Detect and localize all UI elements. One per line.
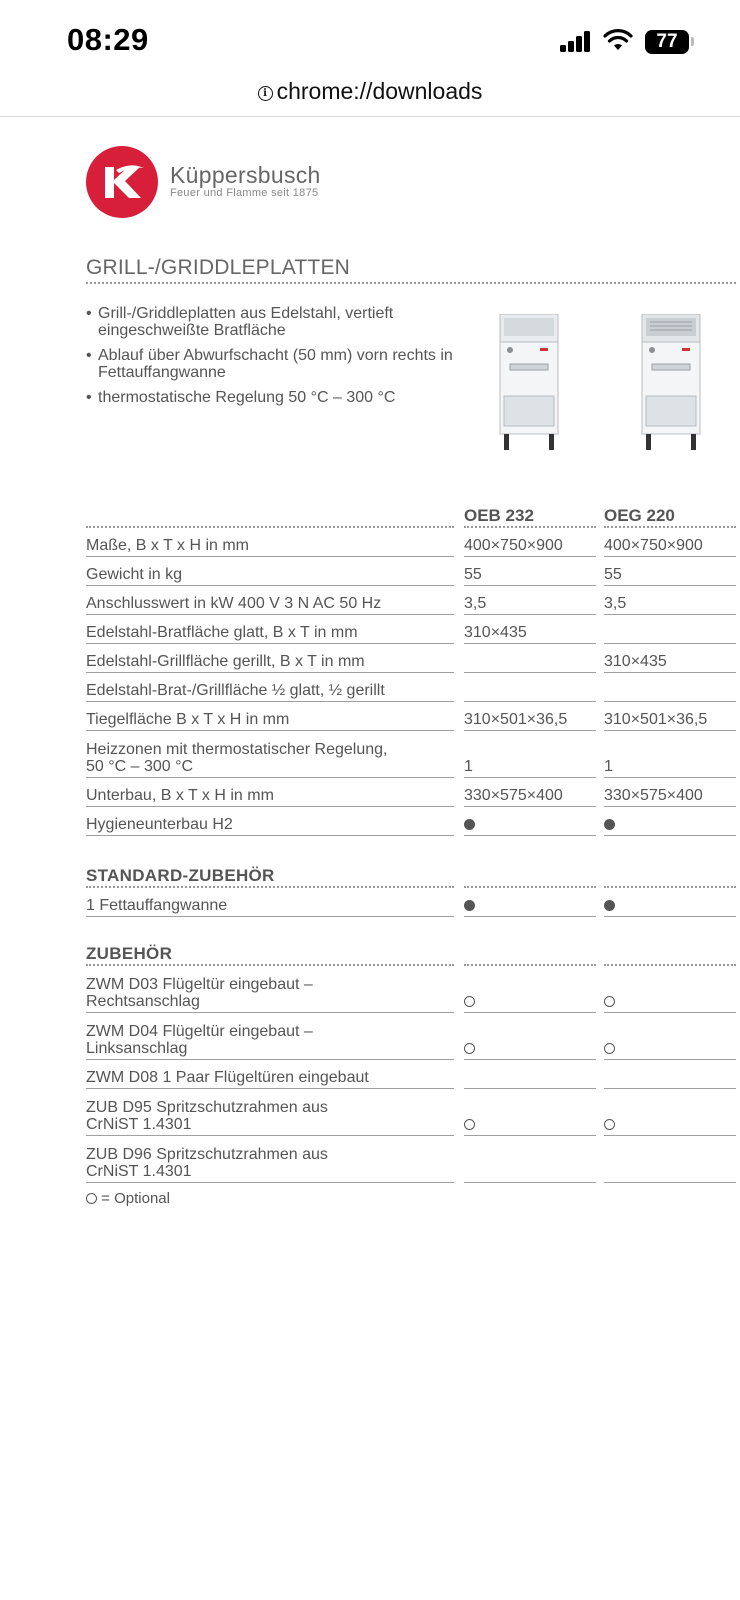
brand-tagline: Feuer und Flamme seit 1875 <box>170 187 319 199</box>
status-bar <box>0 0 740 80</box>
table-row: Edelstahl-Bratfläche glatt, B x T in mm 310×435 <box>86 617 736 644</box>
spec-table-header <box>86 502 736 528</box>
optional-mark <box>464 1119 475 1130</box>
optional-mark <box>86 1193 97 1204</box>
wifi-icon <box>603 28 633 52</box>
table-row: Maße, B x T x H in mm 400×750×900 400×750×900 <box>86 530 736 557</box>
optional-mark <box>464 996 475 1007</box>
table-row: Anschlusswert in kW 400 V 3 N AC 50 Hz 3,5 3,5 <box>86 588 736 615</box>
optional-mark <box>464 1043 475 1054</box>
table-row: Hygieneunterbau H2 <box>86 809 736 836</box>
column-header: OEG 220 <box>604 507 736 528</box>
url-text: chrome://downloads <box>276 78 483 104</box>
legend-text: = Optional <box>101 1190 170 1207</box>
table-row: ZUB D96 Spritzschutzrahmen aus CrNiST 1.4301 <box>86 1138 736 1183</box>
standard-mark <box>464 900 475 911</box>
table-row: Tiegelfläche B x T x H in mm 310×501×36,5 310×501×36,5 <box>86 704 736 731</box>
table-row: ZWM D04 Flügeltür eingebaut – Linksanschlag <box>86 1015 736 1060</box>
table-row: Unterbau, B x T x H in mm 330×575×400 330×575×400 <box>86 780 736 807</box>
battery-icon: 77 <box>645 30 689 54</box>
brand-name: Küppersbusch <box>170 162 321 188</box>
table-row: ZWM D03 Flügeltür eingebaut – Rechtsanschlag <box>86 968 736 1013</box>
title-divider <box>86 282 736 284</box>
table-row: Edelstahl-Brat-/Grillfläche ½ glatt, ½ gerillt <box>86 675 736 702</box>
feature-item: • thermostatische Regelung 50 °C – 300 °C <box>86 389 466 406</box>
table-row: 1 Fettauffangwanne <box>86 890 736 917</box>
table-row: ZUB D95 Spritzschutzrahmen aus CrNiST 1.4301 <box>86 1091 736 1136</box>
section-header-standard: STANDARD-ZUBEHÖR <box>86 862 736 888</box>
brand-logo <box>86 146 158 218</box>
signal-icon <box>560 30 592 52</box>
feature-item: • Ablauf über Abwurfschacht (50 mm) vorn rechts in Fettauffangwanne <box>86 347 466 381</box>
optional-mark <box>604 1119 615 1130</box>
feature-list <box>86 305 466 414</box>
section-title: GRILL-/GRIDDLEPLATTEN <box>86 256 351 279</box>
standard-mark <box>464 819 475 830</box>
section-header-accessories: ZUBEHÖR <box>86 940 736 966</box>
standard-mark <box>604 819 615 830</box>
standard-mark <box>604 900 615 911</box>
table-row: Gewicht in kg 55 55 <box>86 559 736 586</box>
status-time: 08:29 <box>67 22 149 57</box>
column-header: OEB 232 <box>464 507 596 528</box>
table-row: Edelstahl-Grillfläche gerillt, B x T in mm 310×435 <box>86 646 736 673</box>
table-row: Heizzonen mit thermostatischer Regelung, 50 °C – 300 °C 1 1 <box>86 733 736 778</box>
info-icon[interactable]: i <box>258 86 273 101</box>
table-row: ZWM D08 1 Paar Flügeltüren eingebaut <box>86 1062 736 1089</box>
legend <box>86 1190 170 1207</box>
optional-mark <box>604 1043 615 1054</box>
product-image-oeg220 <box>640 314 702 452</box>
product-image-oeb232 <box>498 314 560 452</box>
battery-tip <box>691 37 694 46</box>
url-bar[interactable] <box>0 72 740 117</box>
optional-mark <box>604 996 615 1007</box>
feature-item: • Grill-/Griddleplatten aus Edelstahl, vertieft eingeschweißte Bratfläche <box>86 305 466 339</box>
